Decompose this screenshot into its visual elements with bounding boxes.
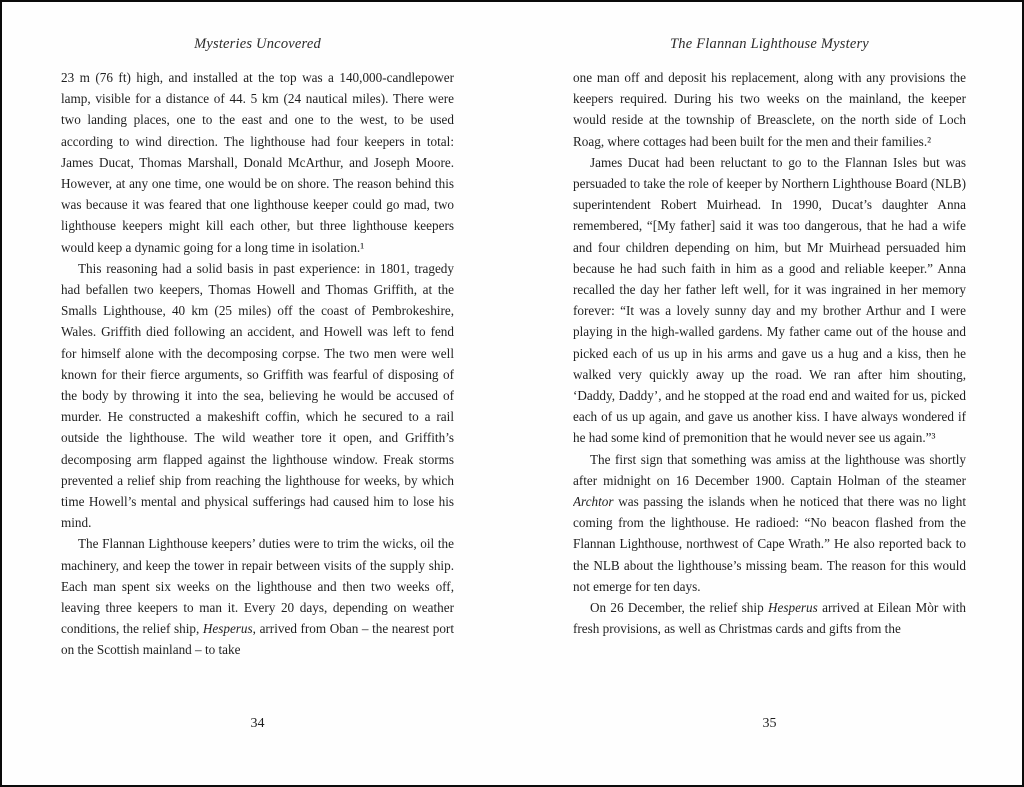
italic-text: Hesperus — [767, 600, 818, 616]
paragraph — [61, 258, 454, 534]
page-right — [573, 2, 966, 785]
paragraph — [61, 533, 454, 660]
running-head-left: Mysteries Uncovered — [194, 36, 321, 52]
paragraph — [573, 449, 966, 597]
body-text-segment: was passing the islands when he noticed that there was no light coming from the lighthouse. He radioed: “No beacon flashed from the Flannan Lighthouse, northwest of Cape Wrath.” He also reported back to the NLB about the lighthouse’s missing beam. The reason for this would not emerge for ten days. — [573, 494, 966, 594]
page-number-right: 35 — [762, 716, 777, 731]
paragraph — [61, 67, 454, 258]
body-text-segment: The first sign that something was amiss at the lighthouse was shortly after midnight on 16 December 1900. Captain Holman of the steamer — [573, 451, 966, 488]
body-text-segment: The Flannan Lighthouse keepers’ duties were to trim the wicks, oil the machinery, and keep the tower in repair between visits of the supply ship. Each man spent six weeks on the lighthouse and then two weeks off, leaving three keepers to man it. Every 20 days, depending on weather conditions, the relief ship, — [61, 536, 454, 637]
body-text-segment: This reasoning had a solid basis in past experience: in 1801, tragedy had befallen two keepers, Thomas Howell and Thomas Griffith, at the Smalls Lighthouse, 40 km (25 miles) off the coast of Pembrokeshire, Wales. Griffith died following an accident, and Howell was left to fend for himself alone with the decomposing corpse. The two men were well known for their fierce arguments, so Griffith was fearful of disposing of the body by throwing it into the sea, believing he would be accused of murder. He constructed a makeshift coffin, which he secured to a rail outside the lighthouse. The wild weather tore it open, and Griffith’s decomposing arm flapped against the lighthouse window. Freak storms prevented a relief ship from reaching the lighthouse for weeks, by which time Howell’s mental and physical sufferings had caused him to lose his mind. — [61, 260, 454, 531]
italic-text: Archtor — [573, 494, 614, 510]
page-number-left: 34 — [250, 716, 265, 731]
paragraph — [573, 67, 966, 152]
page-left — [61, 2, 454, 785]
italic-text: Hesperus — [202, 621, 253, 637]
right-page-body — [573, 67, 966, 639]
body-text-segment: 23 m (76 ft) high, and installed at the top was a 140,000-candlepower lamp, visible for a distance of 44. 5 km (24 nautical miles). There were two landing places, one to the east and one to the west, to be used according to wind direction. The lighthouse had four keepers in total: James Ducat, Thomas Marshall, Donald McArthur, and Joseph Moore. However, at any one time, one would be on shore. The reason behind this was because it was feared that one lighthouse keeper could go mad, two lighthouse keepers might kill each other, but three lighthouse keepers would keep a dynamic going for a long time in isolation.¹ — [61, 70, 454, 255]
running-head-right: The Flannan Lighthouse Mystery — [670, 36, 869, 52]
body-text-segment: one man off and deposit his replacement, along with any provisions the keepers required. During his two weeks on the mainland, the keeper would reside at the township of Breasclete, on the north side of Loch Roag, where cottages had been built for the men and their families.² — [573, 70, 966, 149]
body-text-segment: James Ducat had been reluctant to go to the Flannan Isles but was persuaded to take the role of keeper by Northern Lighthouse Board (NLB) superintendent Robert Muirhead. In 1990, Ducat’s daughter Anna remembered, “[My father] said it was too dangerous, that he had a wife and four children depending on him, but Mr Muirhead persuaded him because he had such faith in him as a good and reliable keeper.” Anna recalled the day her father left well, for it was ingrained in her memory forever: “It was a lovely sunny day and my brother Arthur and I were playing in the high-walled gardens. My father came out of the house and picked each of us up in his arms and gave us a hug and a kiss, then he walked very quickly away up the road. We ran after him shouting, ‘Daddy, Daddy’, and he stopped at the road end and waited for us, picked each of us up again, and gave us another kiss. I have always wondered if he had some kind of premonition that he would never see us again.”³ — [573, 154, 966, 446]
paragraph — [573, 597, 966, 639]
body-text-segment: arrived at Eilean Mòr with fresh provisions, as well as Christmas cards and gifts from the — [573, 600, 966, 637]
paragraph — [573, 152, 966, 449]
body-text-segment: On 26 December, the relief ship — [590, 600, 768, 616]
body-text-segment: , arrived from Oban – the nearest port on the Scottish mainland – to take — [61, 621, 454, 658]
left-page-body — [61, 67, 454, 661]
